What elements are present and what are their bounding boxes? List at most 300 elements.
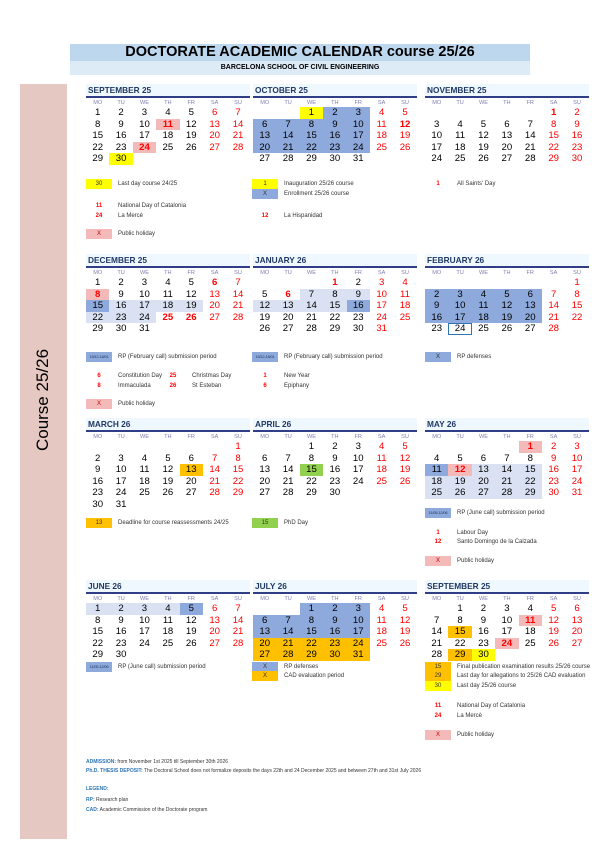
- day-cell: 28: [282, 153, 294, 165]
- day-cell: 4: [457, 118, 463, 130]
- day-cell: 4: [527, 603, 533, 614]
- weekday-label: MO: [260, 270, 270, 276]
- day-cell: 8: [95, 118, 101, 130]
- day-cell: 7: [235, 277, 241, 288]
- day-cell: 16: [478, 626, 489, 638]
- day-cell: 23: [115, 637, 127, 649]
- empty-cell: [495, 441, 518, 453]
- day-cell: 4: [165, 107, 171, 118]
- day-grid: [425, 107, 589, 165]
- day-cell: 6: [253, 119, 276, 131]
- day-cell: 29: [306, 153, 317, 165]
- empty-cell: [472, 107, 495, 119]
- legend-item: [86, 518, 229, 528]
- weekday-label: FR: [354, 270, 362, 276]
- weekday-label: TU: [117, 270, 125, 276]
- day-cell: 12: [162, 464, 174, 476]
- legend-text: La Hispanidad: [284, 213, 323, 219]
- month-6: [86, 418, 250, 511]
- legend-text: CAD evaluation period: [284, 673, 345, 679]
- legend-text: PhD Day: [284, 520, 309, 526]
- weekday-label: FR: [526, 270, 534, 276]
- weekday-header: [425, 594, 589, 603]
- weekday-label: TH: [164, 100, 172, 106]
- legend-heading: LEGEND:: [86, 786, 109, 792]
- day-cell: 7: [550, 288, 557, 300]
- day-cell: 1: [300, 603, 323, 615]
- day-cell: 30: [109, 153, 132, 165]
- day-cell: 28: [524, 153, 536, 165]
- empty-cell: [276, 107, 299, 119]
- day-cell: 18: [454, 141, 466, 153]
- day-cell: 15: [232, 464, 244, 476]
- day-cell: 6: [211, 107, 218, 118]
- day-cell: 19: [448, 476, 471, 488]
- day-cell: 31: [347, 649, 370, 661]
- day-cell: 25: [376, 637, 387, 649]
- day-cell: 21: [276, 638, 299, 650]
- weekday-header: [86, 432, 250, 441]
- weekday-label: SA: [549, 434, 558, 440]
- legend-item: [425, 701, 525, 711]
- day-cell: 22: [92, 637, 104, 649]
- day-cell: 4: [165, 277, 171, 288]
- weekday-label: SU: [573, 596, 581, 602]
- legend-item: [160, 381, 221, 391]
- day-cell: 25: [524, 637, 536, 649]
- month-title: JULY 26: [253, 580, 417, 594]
- day-cell: 11: [376, 614, 387, 626]
- day-cell: 3: [347, 603, 370, 615]
- day-cell: 8: [300, 615, 323, 627]
- month-7: [253, 418, 417, 499]
- day-cell: 30: [548, 487, 559, 499]
- empty-cell: [495, 107, 518, 119]
- day-cell: 15: [519, 464, 542, 476]
- weekday-label: SA: [210, 270, 219, 276]
- day-cell: 26: [162, 487, 174, 499]
- day-cell: 14: [431, 626, 443, 638]
- month-5: [425, 254, 589, 335]
- day-cell: 10: [115, 464, 127, 476]
- day-cell: 30: [115, 649, 127, 661]
- day-cell: 22: [454, 637, 466, 649]
- month-2: [425, 84, 589, 165]
- day-cell: 30: [115, 323, 127, 335]
- day-cell: 2: [574, 107, 580, 118]
- legend-swatch: 30: [425, 681, 451, 691]
- legend-text: Final publication examination results 25/26 course: [457, 664, 591, 670]
- day-cell: 5: [262, 288, 268, 300]
- holiday-number: 6: [263, 383, 267, 389]
- day-cell: 27: [209, 141, 220, 153]
- legend-item: [86, 179, 177, 189]
- weekday-label: WE: [306, 434, 316, 440]
- weekday-label: WE: [306, 596, 316, 602]
- day-cell: 19: [399, 130, 411, 142]
- legend-item: [425, 671, 585, 681]
- day-cell: 16: [329, 464, 341, 476]
- day-cell: 10: [376, 288, 387, 300]
- day-cell: 22: [300, 638, 323, 650]
- day-grid: [86, 277, 250, 335]
- empty-cell: [425, 277, 448, 289]
- legend-item: [425, 556, 494, 566]
- day-cell: 1: [95, 107, 101, 118]
- day-cell: 8: [235, 452, 241, 464]
- day-cell: 7: [276, 615, 299, 627]
- empty-cell: [276, 277, 299, 289]
- day-cell: 16: [115, 130, 127, 142]
- weekday-label: SA: [210, 434, 219, 440]
- day-cell: 29: [92, 323, 104, 335]
- weekday-label: MO: [432, 434, 442, 440]
- day-cell: 17: [431, 141, 443, 153]
- day-cell: 13: [519, 300, 542, 312]
- empty-cell: [472, 277, 495, 289]
- day-cell: 18: [376, 464, 387, 476]
- day-cell: 24: [133, 312, 156, 324]
- day-cell: 27: [253, 649, 276, 661]
- day-cell: 5: [457, 452, 463, 464]
- day-cell: 20: [209, 626, 220, 638]
- page-title: DOCTORATE ACADEMIC CALENDAR course 25/26: [70, 44, 530, 61]
- legend-swatch: 15: [252, 518, 278, 528]
- day-cell: 5: [480, 118, 487, 130]
- legend-swatch: 11/05-12/06: [425, 508, 451, 518]
- day-cell: 3: [504, 603, 510, 614]
- day-cell: 3: [141, 277, 148, 288]
- month-3: [86, 254, 250, 335]
- day-cell: 26: [399, 141, 411, 153]
- day-cell: 14: [276, 626, 299, 638]
- day-cell: 19: [185, 130, 197, 142]
- day-grid: [253, 277, 417, 335]
- day-cell: 20: [209, 300, 220, 312]
- day-cell: 21: [232, 626, 244, 638]
- legend-swatch: X: [252, 662, 278, 672]
- day-cell: 14: [276, 130, 299, 142]
- month-8: [425, 418, 589, 499]
- day-cell: 17: [347, 626, 370, 638]
- legend-text: RP (February call) submission period: [284, 354, 383, 360]
- day-cell: 26: [185, 141, 197, 153]
- month-title: OCTOBER 25: [253, 84, 417, 98]
- weekday-label: SA: [377, 100, 386, 106]
- empty-cell: [519, 277, 542, 289]
- month-title: DECEMBER 25: [86, 254, 250, 268]
- holiday-number: 1: [263, 373, 267, 379]
- day-cell: 30: [323, 649, 346, 661]
- weekday-label: SU: [234, 100, 242, 106]
- day-cell: 22: [92, 141, 104, 153]
- legend-item: [425, 179, 496, 189]
- day-cell: 3: [347, 107, 370, 119]
- empty-cell: [156, 441, 179, 453]
- day-cell: 12: [448, 464, 471, 476]
- day-cell: 12: [478, 130, 489, 142]
- empty-cell: [519, 107, 542, 119]
- day-cell: 12: [399, 452, 411, 464]
- day-cell: 22: [232, 475, 244, 487]
- weekday-header: [253, 432, 417, 441]
- legend-item: [252, 671, 344, 681]
- legend-text: Last day course 24/25: [118, 181, 178, 187]
- weekday-label: TH: [503, 434, 511, 440]
- day-cell: 21: [548, 311, 559, 323]
- legend-swatch: 11/05-12/06: [86, 662, 112, 672]
- day-grid: [425, 441, 589, 499]
- day-cell: 13: [571, 614, 583, 626]
- day-cell: 27: [472, 487, 495, 499]
- weekday-label: TU: [117, 596, 125, 602]
- day-cell: 22: [306, 475, 317, 487]
- day-cell: 13: [259, 464, 271, 476]
- weekday-label: TH: [503, 270, 511, 276]
- weekday-header: [425, 98, 589, 107]
- month-title: FEBRUARY 26: [425, 254, 589, 268]
- legend-text: Epiphany: [284, 383, 310, 389]
- day-cell: 11: [376, 452, 387, 464]
- day-cell: 21: [431, 637, 443, 649]
- legend-text: RP (June call) submission period: [457, 510, 545, 516]
- weekday-label: TU: [284, 100, 292, 106]
- day-cell: 28: [495, 487, 518, 499]
- day-cell: 11: [425, 464, 448, 476]
- day-cell: 28: [209, 487, 220, 499]
- legend-text: Enrollment 25/26 course: [284, 191, 350, 197]
- day-cell: 29: [448, 649, 471, 661]
- day-cell: 29: [306, 487, 317, 499]
- month-title: SEPTEMBER 25: [425, 580, 589, 594]
- day-cell: 30: [571, 153, 583, 165]
- legend-text: Last day for allegations to 25/26 CAD evaluation: [457, 673, 586, 679]
- day-cell: 5: [402, 107, 408, 118]
- side-band: [20, 84, 67, 839]
- day-cell: 18: [139, 475, 150, 487]
- day-cell: 6: [253, 615, 276, 627]
- empty-cell: [253, 441, 276, 453]
- day-cell: 27: [185, 487, 197, 499]
- day-cell: 31: [115, 498, 127, 510]
- legend-text: La Mercè: [457, 713, 483, 719]
- day-cell: 5: [188, 107, 194, 118]
- weekday-label: WE: [139, 270, 149, 276]
- day-cell: 10: [501, 614, 513, 626]
- day-cell: 29: [519, 487, 542, 499]
- weekday-label: FR: [354, 100, 362, 106]
- legend-swatch: X: [425, 556, 451, 566]
- day-cell: 24: [431, 153, 443, 165]
- day-cell: 30: [92, 498, 104, 510]
- day-cell: 14: [209, 464, 220, 476]
- month-9: [86, 580, 250, 661]
- weekday-label: TH: [331, 270, 339, 276]
- day-cell: 11: [400, 288, 411, 300]
- day-cell: 5: [180, 603, 203, 615]
- day-cell: 20: [185, 475, 197, 487]
- day-cell: 22: [300, 142, 323, 154]
- weekday-label: TU: [117, 434, 125, 440]
- weekday-label: TU: [117, 100, 125, 106]
- day-cell: 11: [162, 288, 173, 300]
- day-cell: 4: [472, 289, 495, 301]
- day-cell: 14: [232, 118, 244, 130]
- weekday-label: TU: [456, 434, 464, 440]
- legend-text: La Mercè: [118, 213, 144, 219]
- day-cell: 7: [300, 289, 323, 301]
- holiday-number: 24: [95, 213, 103, 219]
- weekday-label: FR: [526, 100, 534, 106]
- day-cell: 12: [495, 300, 518, 312]
- day-cell: 13: [180, 464, 203, 476]
- day-cell: 28: [548, 323, 559, 335]
- legend-item: [252, 371, 310, 381]
- course-label: Course 25/26: [33, 348, 52, 452]
- day-cell: 4: [402, 277, 408, 288]
- day-cell: 5: [550, 603, 557, 614]
- day-cell: 17: [448, 312, 471, 324]
- day-cell: 20: [519, 312, 542, 324]
- legend-item: [425, 508, 545, 518]
- day-cell: 3: [355, 441, 361, 452]
- day-cell: 29: [232, 487, 244, 499]
- day-cell: 3: [574, 441, 580, 452]
- day-cell: 6: [285, 288, 291, 300]
- day-cell: 11: [139, 464, 150, 476]
- day-cell: 4: [378, 441, 385, 452]
- weekday-label: FR: [354, 434, 362, 440]
- legend-text: RP (June call) submission period: [118, 664, 206, 670]
- day-cell: 3: [141, 107, 148, 118]
- day-cell: 17: [347, 130, 370, 142]
- day-cell: 23: [323, 142, 346, 154]
- day-cell: 16: [323, 130, 346, 142]
- day-grid: [425, 603, 589, 661]
- day-cell: 17: [352, 464, 364, 476]
- day-cell: 12: [185, 614, 197, 626]
- day-cell: 16: [109, 300, 132, 312]
- legend-item: [252, 381, 309, 391]
- day-cell: 5: [495, 289, 518, 301]
- day-cell: 2: [425, 289, 448, 301]
- day-cell: 16: [548, 464, 559, 476]
- empty-cell: [86, 441, 109, 453]
- weekday-label: WE: [139, 596, 149, 602]
- month-title: JANUARY 26: [253, 254, 417, 268]
- weekday-label: TU: [456, 596, 464, 602]
- day-cell: 24: [448, 323, 471, 335]
- day-cell: 13: [276, 300, 299, 312]
- day-cell: 6: [519, 289, 542, 301]
- legend-swatch: X: [86, 399, 112, 409]
- day-cell: 25: [425, 487, 448, 499]
- day-cell: 28: [431, 649, 443, 661]
- day-cell: 29: [548, 153, 559, 165]
- empty-cell: [425, 441, 448, 453]
- day-cell: 20: [253, 142, 276, 154]
- weekday-label: MO: [93, 100, 103, 106]
- day-cell: 7: [235, 107, 241, 118]
- day-cell: 6: [262, 452, 268, 464]
- day-cell: 20: [253, 638, 276, 650]
- day-cell: 2: [118, 277, 124, 288]
- day-cell: 15: [300, 130, 323, 142]
- day-cell: 2: [109, 603, 132, 615]
- day-cell: 27: [209, 637, 220, 649]
- holiday-number: 1: [436, 181, 440, 187]
- holiday-number: 8: [97, 383, 101, 389]
- day-cell: 21: [524, 141, 536, 153]
- day-cell: 8: [574, 288, 580, 300]
- day-cell: 6: [211, 277, 218, 288]
- day-cell: 12: [399, 118, 411, 130]
- day-cell: 20: [571, 626, 583, 638]
- day-cell: 26: [185, 637, 197, 649]
- day-cell: 9: [118, 614, 124, 626]
- month-0: [86, 84, 250, 165]
- day-cell: 14: [300, 300, 323, 312]
- day-cell: 13: [209, 288, 220, 300]
- day-cell: 22: [86, 312, 109, 324]
- day-cell: 4: [378, 603, 385, 614]
- day-cell: 19: [162, 475, 174, 487]
- day-grid: [253, 107, 417, 165]
- day-cell: 2: [550, 441, 557, 452]
- weekday-header: [253, 98, 417, 107]
- day-cell: 12: [185, 118, 197, 130]
- weekday-label: TH: [503, 596, 511, 602]
- day-cell: 15: [92, 626, 104, 638]
- day-cell: 12: [548, 614, 559, 626]
- day-cell: 27: [571, 637, 583, 649]
- weekday-header: [253, 594, 417, 603]
- day-cell: 24: [495, 638, 518, 650]
- day-cell: 5: [188, 277, 194, 288]
- day-cell: 30: [472, 649, 495, 661]
- day-cell: 29: [300, 649, 323, 661]
- day-cell: 25: [399, 311, 411, 323]
- day-cell: 31: [376, 323, 387, 335]
- day-cell: 11: [519, 615, 542, 627]
- day-cell: 20: [282, 311, 294, 323]
- day-cell: 3: [133, 603, 156, 615]
- legend-text: Immaculada: [118, 383, 151, 389]
- day-cell: 21: [209, 475, 220, 487]
- day-cell: 1: [574, 277, 580, 288]
- day-cell: 27: [524, 323, 536, 335]
- holiday-number: 12: [434, 539, 442, 545]
- empty-cell: [203, 441, 226, 453]
- day-cell: 9: [425, 300, 448, 312]
- holiday-number: 25: [169, 373, 177, 379]
- day-cell: 1: [308, 441, 315, 452]
- day-cell: 26: [501, 323, 513, 335]
- month-title: APRIL 26: [253, 418, 417, 432]
- day-cell: 4: [141, 452, 148, 464]
- day-cell: 31: [139, 323, 150, 335]
- empty-cell: [253, 603, 276, 615]
- day-cell: 18: [524, 626, 536, 638]
- weekday-label: WE: [306, 270, 316, 276]
- day-cell: 1: [550, 107, 557, 118]
- legend-item: [86, 371, 162, 381]
- day-cell: 23: [323, 638, 346, 650]
- day-cell: 5: [402, 441, 408, 452]
- day-cell: 6: [480, 452, 487, 464]
- day-cell: 24: [352, 475, 364, 487]
- day-cell: 18: [156, 300, 179, 312]
